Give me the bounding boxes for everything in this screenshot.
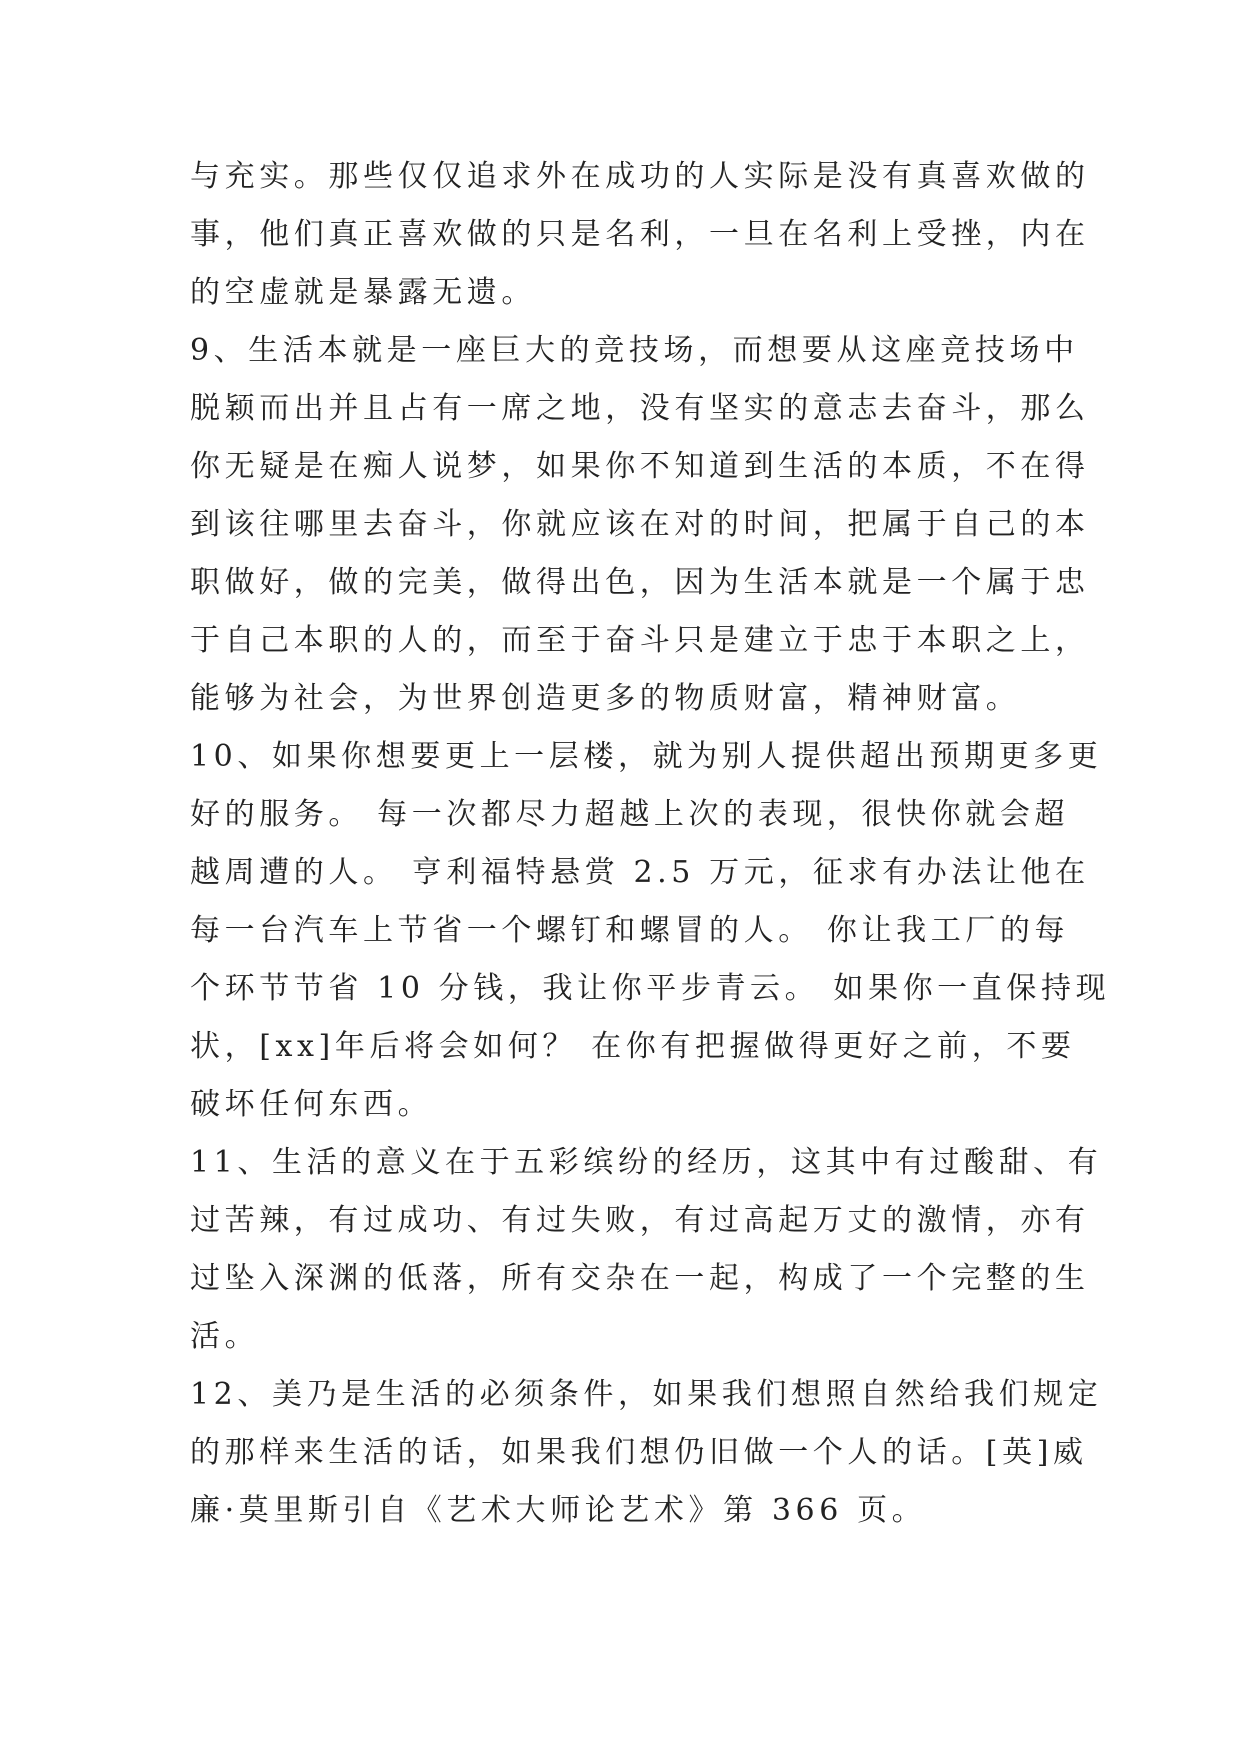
text-line: 过坠入深渊的低落，所有交杂在一起，构成了一个完整的生 (190, 1261, 1090, 1296)
text-line: 到该往哪里去奋斗，你就应该在对的时间，把属于自己的本 (190, 507, 1090, 542)
text-line: 10、如果你想要更上一层楼，就为别人提供超出预期更多更 (190, 739, 1103, 774)
text-line: 与充实。那些仅仅追求外在成功的人实际是没有真喜欢做的 (190, 159, 1090, 194)
text-line: 事，他们真正喜欢做的只是名利，一旦在名利上受挫，内在 (190, 217, 1090, 252)
text-line: 你无疑是在痴人说梦，如果你不知道到生活的本质，不在得 (190, 449, 1090, 484)
text-line: 脱颖而出并且占有一席之地，没有坚实的意志去奋斗，那么 (190, 391, 1090, 426)
text-line: 11、生活的意义在于五彩缤纷的经历，这其中有过酸甜、有 (190, 1145, 1103, 1180)
text-line: 职做好，做的完美，做得出色，因为生活本就是一个属于忠 (190, 565, 1090, 600)
text-line: 状，[xx]年后将会如何？ 在你有把握做得更好之前，不要 (190, 1029, 1076, 1064)
paragraph-item-11 (190, 1134, 1103, 1366)
text-line: 越周遭的人。 亨利福特悬赏 2.5 万元，征求有办法让他在 (190, 855, 1090, 890)
text-line: 的那样来生活的话，如果我们想仍旧做一个人的话。[英]威 (190, 1435, 1088, 1470)
document-page (190, 148, 1111, 1540)
text-line: 廉·莫里斯引自《艺术大师论艺术》第 366 页。 (190, 1493, 927, 1528)
text-line: 活。 (190, 1319, 260, 1354)
text-line: 个环节节省 10 分钱，我让你平步青云。 如果你一直保持现 (190, 971, 1111, 1006)
text-line: 好的服务。 每一次都尽力超越上次的表现，很快你就会超 (190, 797, 1070, 832)
text-line: 的空虚就是暴露无遗。 (190, 275, 536, 310)
paragraph-continuation (190, 148, 1090, 322)
text-line: 9、生活本就是一座巨大的竞技场，而想要从这座竞技场中 (190, 333, 1079, 368)
text-line: 12、美乃是生活的必须条件，如果我们想照自然给我们规定 (190, 1377, 1103, 1412)
text-line: 过苦辣，有过成功、有过失败，有过高起万丈的激情，亦有 (190, 1203, 1090, 1238)
text-line: 能够为社会，为世界创造更多的物质财富，精神财富。 (190, 681, 1021, 716)
paragraph-item-12 (190, 1366, 1103, 1540)
text-line: 破坏任何东西。 (190, 1087, 433, 1122)
text-line: 于自己本职的人的，而至于奋斗只是建立于忠于本职之上， (190, 623, 1090, 658)
paragraph-item-10 (190, 728, 1111, 1134)
text-line: 每一台汽车上节省一个螺钉和螺冒的人。 你让我工厂的每 (190, 913, 1070, 948)
paragraph-item-9 (190, 322, 1090, 728)
